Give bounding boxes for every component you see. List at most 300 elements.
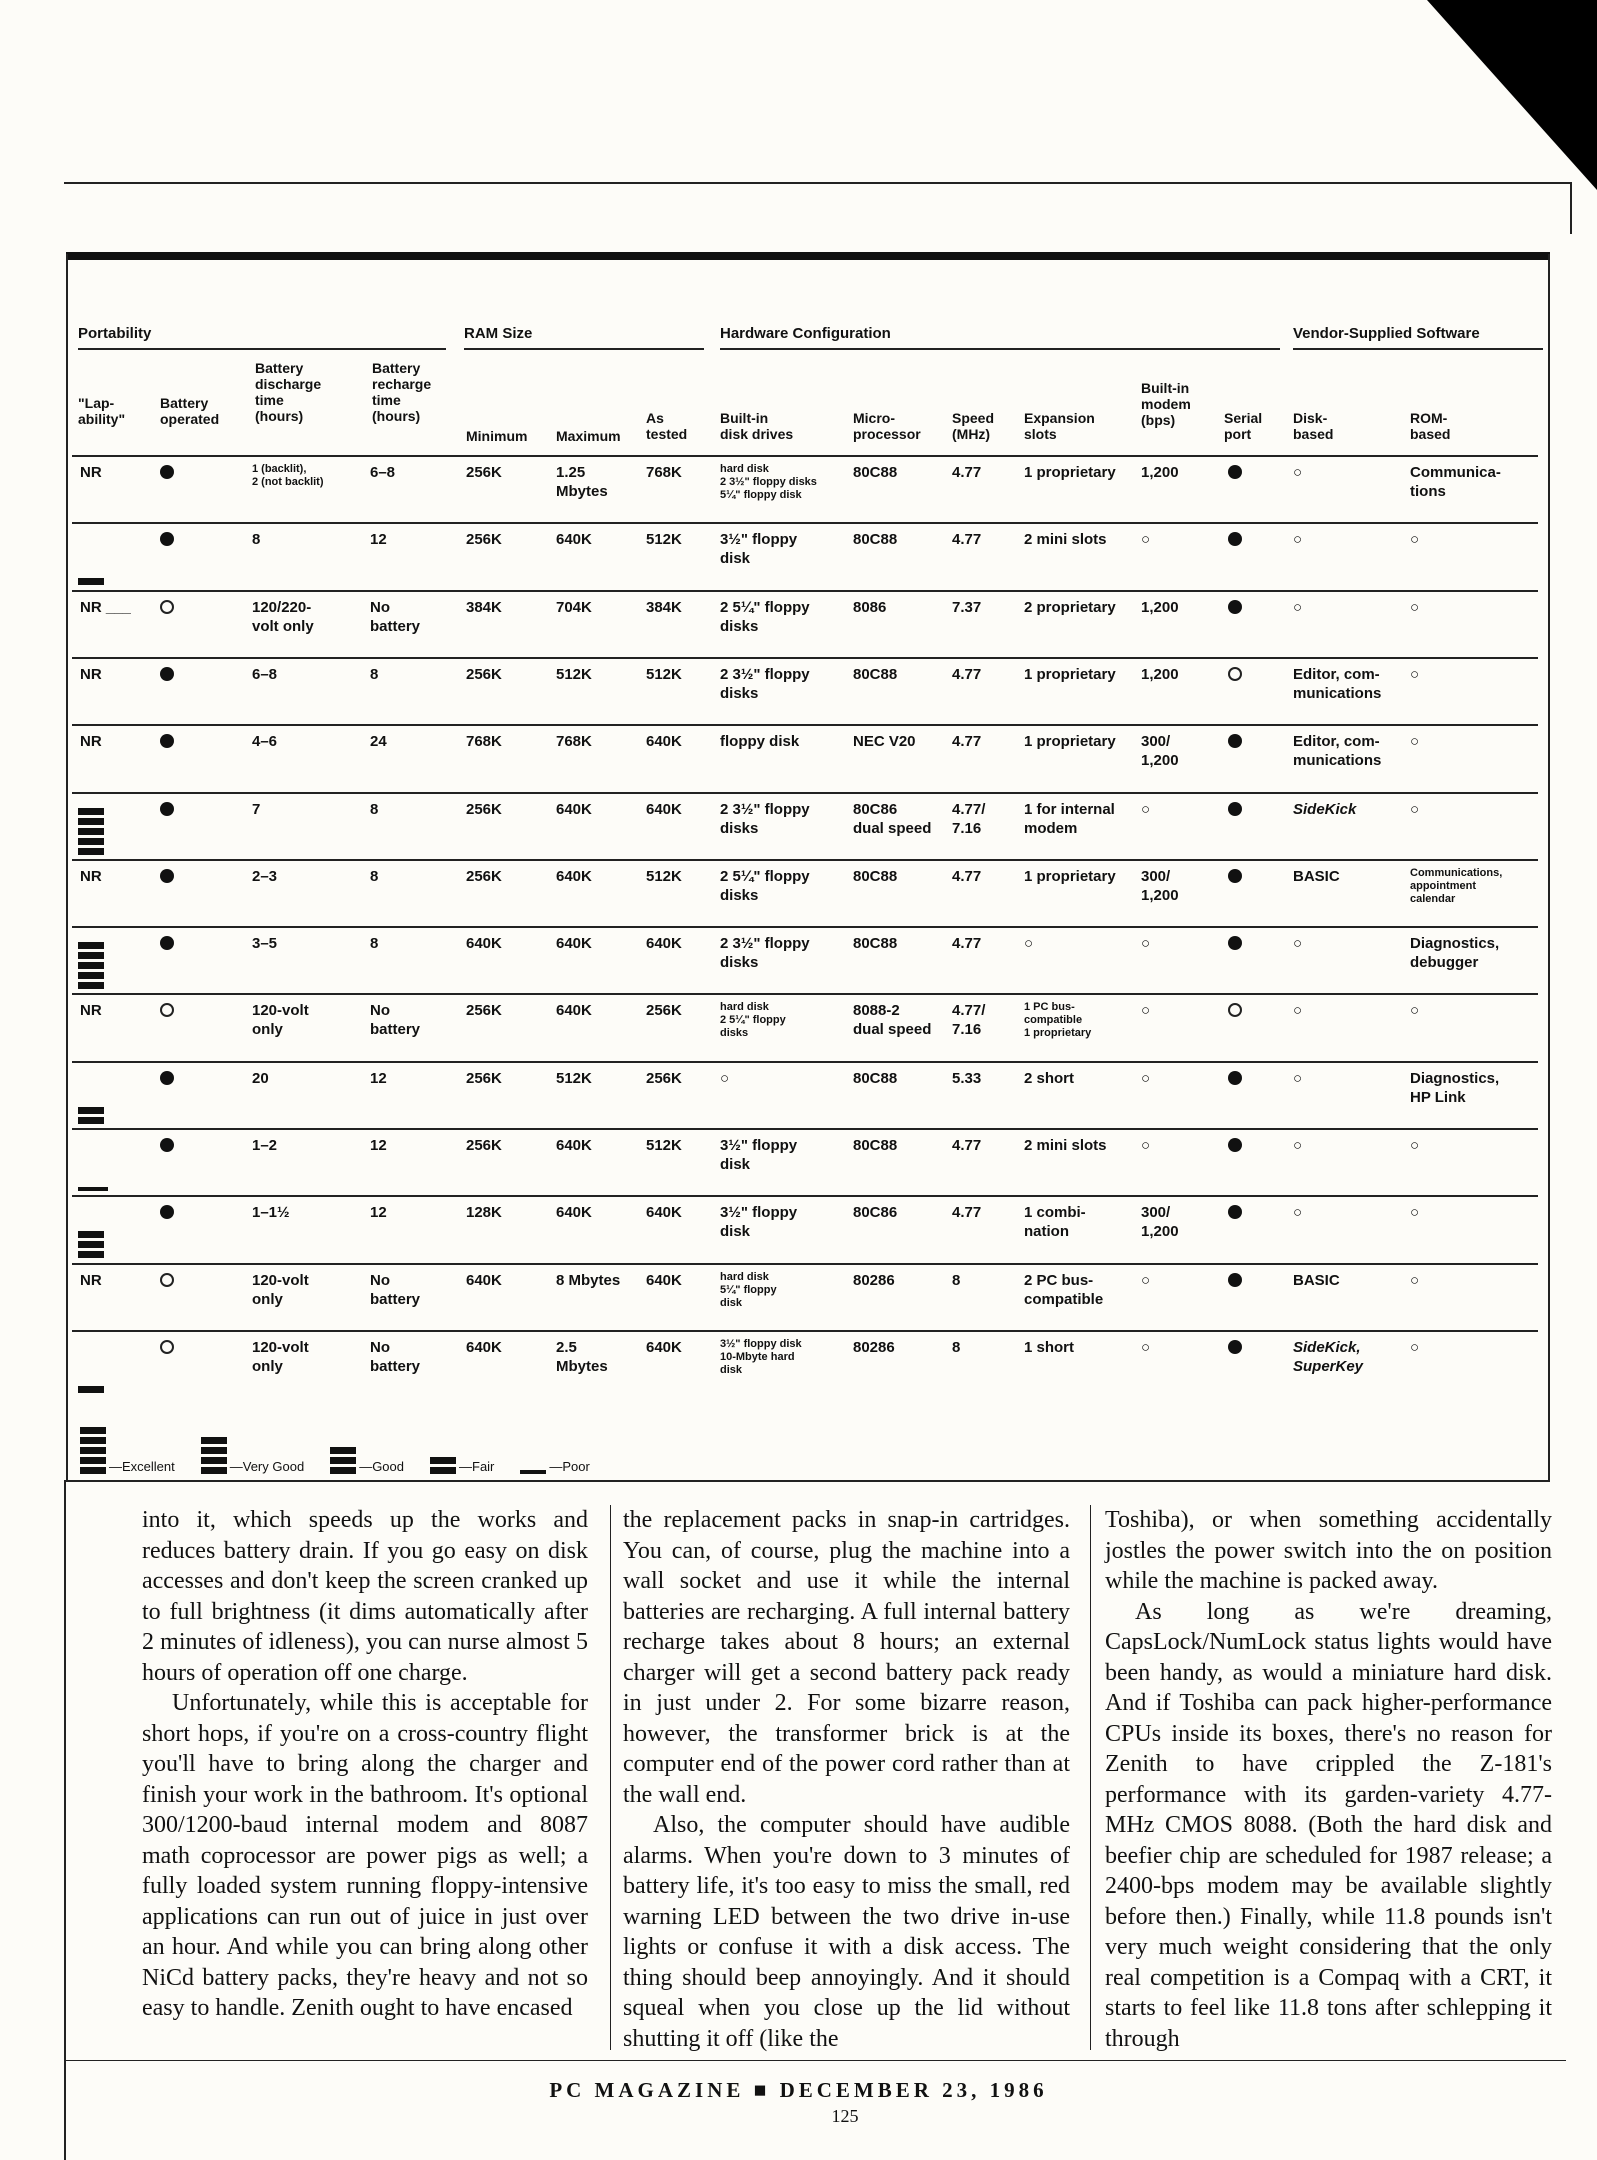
cell-lap: NR bbox=[80, 1002, 102, 1020]
cell-diskb: BASIC bbox=[1293, 1271, 1340, 1289]
cell-slots: ○ bbox=[1024, 935, 1034, 953]
cell-recharge: 6–8 bbox=[370, 464, 396, 481]
cell-speed: 4.77 bbox=[952, 665, 982, 683]
cell-cpu: 80C88 bbox=[853, 464, 898, 481]
cell-tested: 640K bbox=[646, 800, 682, 818]
row-rule bbox=[72, 724, 1538, 726]
hollow-dot-icon bbox=[160, 1273, 174, 1287]
hollow-dot-icon bbox=[160, 600, 174, 614]
filled-dot-icon bbox=[160, 1205, 174, 1219]
cell-serial bbox=[1228, 1003, 1242, 1022]
header-disk-drives: Built-in disk drives bbox=[720, 410, 794, 442]
cell-rom: ○ bbox=[1410, 1002, 1420, 1020]
cell-serial bbox=[1228, 1138, 1242, 1157]
filled-dot-icon bbox=[160, 532, 174, 546]
cell-diskb: Editor, com- munications bbox=[1293, 733, 1382, 770]
filled-dot-icon bbox=[1228, 532, 1242, 546]
cell-max: 512K bbox=[556, 1069, 592, 1087]
cell-speed: 4.77 bbox=[952, 935, 982, 953]
cell-discharge: 1–1½ bbox=[252, 1204, 290, 1222]
cell-tested: 512K bbox=[646, 531, 682, 549]
cell-cpu: 80286 bbox=[853, 1271, 895, 1289]
cell-disk: 2 3½" floppy disks bbox=[720, 665, 810, 702]
cell-modem: 1,200 bbox=[1141, 464, 1179, 481]
cell-disk: 3½" floppy disk bbox=[720, 1137, 798, 1173]
cell-rom: ○ bbox=[1410, 531, 1420, 549]
legend-fair-label: —Fair bbox=[459, 1459, 495, 1474]
section-portability: Portability bbox=[78, 325, 152, 342]
cell-modem: ○ bbox=[1141, 1069, 1151, 1087]
cell-serial bbox=[1228, 1340, 1242, 1359]
paragraph: Toshiba), or when something accidentally jostles the power switch into the on position while the machine is packed away. bbox=[1105, 1507, 1552, 1594]
cell-modem: 300/ 1,200 bbox=[1141, 733, 1179, 770]
lapability-rating-icon bbox=[78, 808, 104, 855]
row-rule bbox=[72, 455, 1538, 457]
row-rule bbox=[72, 1061, 1538, 1063]
cell-recharge: 8 bbox=[370, 665, 379, 683]
cell-diskb: ○ bbox=[1293, 598, 1303, 616]
cell-max: 640K bbox=[556, 531, 592, 549]
cell-tested: 512K bbox=[646, 1137, 682, 1154]
cell-recharge: No battery bbox=[370, 1271, 421, 1308]
cell-modem: ○ bbox=[1141, 935, 1151, 953]
cell-recharge: 12 bbox=[370, 531, 387, 549]
row-rule bbox=[72, 590, 1538, 592]
legend-good bbox=[330, 1447, 404, 1474]
cell-rom: Communica- tions bbox=[1410, 464, 1501, 500]
cell-cpu: 80C88 bbox=[853, 531, 898, 549]
filled-dot-icon bbox=[1228, 1138, 1242, 1152]
hollow-dot-icon bbox=[1228, 667, 1242, 681]
table-row bbox=[72, 1330, 1538, 1397]
table-row bbox=[72, 1263, 1538, 1330]
article-column-3 bbox=[1105, 1505, 1552, 2054]
cell-disk: floppy disk bbox=[720, 733, 800, 751]
cell-min: 256K bbox=[466, 665, 502, 683]
cell-batt bbox=[160, 869, 174, 888]
cell-serial bbox=[1228, 532, 1242, 551]
cell-slots: 1 short bbox=[1024, 1338, 1075, 1356]
cell-lap: NR bbox=[80, 867, 102, 885]
cell-diskb: ○ bbox=[1293, 1002, 1303, 1020]
cell-diskb: ○ bbox=[1293, 464, 1303, 481]
hollow-dot-icon bbox=[160, 1003, 174, 1017]
cell-serial bbox=[1228, 1071, 1242, 1090]
cell-max: 2.5 Mbytes bbox=[556, 1338, 608, 1375]
cell-disk: 3½" floppy disk bbox=[720, 531, 798, 568]
cell-speed: 7.37 bbox=[952, 598, 982, 616]
filled-dot-icon bbox=[160, 802, 174, 816]
cell-cpu: 8088-2 dual speed bbox=[853, 1002, 932, 1039]
cell-lap: NR ___ bbox=[80, 598, 131, 616]
cell-diskb: Editor, com- munications bbox=[1293, 665, 1382, 702]
cell-slots: 1 proprietary bbox=[1024, 464, 1116, 481]
header-minimum: Minimum bbox=[466, 428, 528, 444]
cell-min: 128K bbox=[466, 1204, 502, 1222]
cell-rom: ○ bbox=[1410, 1271, 1420, 1289]
row-rule bbox=[72, 1330, 1538, 1332]
cell-discharge: 120-volt only bbox=[252, 1271, 309, 1308]
cell-serial bbox=[1228, 734, 1242, 753]
cell-rom: ○ bbox=[1410, 733, 1420, 751]
cell-modem: ○ bbox=[1141, 531, 1151, 549]
cell-disk: hard disk 5¼" floppy disk bbox=[720, 1270, 777, 1309]
cell-cpu: 8086 bbox=[853, 598, 887, 616]
table-row bbox=[72, 859, 1538, 926]
cell-speed: 4.77 bbox=[952, 1137, 982, 1154]
cell-max: 1.25 Mbytes bbox=[556, 464, 608, 500]
cell-rom: ○ bbox=[1410, 1338, 1420, 1356]
cell-disk: 3½" floppy disk 10-Mbyte hard disk bbox=[720, 1337, 802, 1376]
filled-dot-icon bbox=[160, 667, 174, 681]
row-rule bbox=[72, 657, 1538, 659]
legend-very-good-label: —Very Good bbox=[229, 1459, 305, 1474]
cell-disk: hard disk 2 3½" floppy disks 5¼" floppy disk bbox=[720, 463, 817, 501]
legend-fair bbox=[430, 1457, 494, 1474]
row-rule bbox=[72, 993, 1538, 995]
filled-dot-icon bbox=[1228, 869, 1242, 883]
cell-cpu: NEC V20 bbox=[853, 733, 916, 751]
hollow-dot-icon bbox=[160, 1340, 174, 1354]
cell-cpu: 80C88 bbox=[853, 1069, 898, 1087]
header-rom-based: ROM- based bbox=[1410, 410, 1451, 442]
cell-lap: NR bbox=[80, 733, 102, 751]
cell-rom: ○ bbox=[1410, 598, 1420, 616]
cell-disk: hard disk 2 5¼" floppy disks bbox=[720, 1001, 786, 1040]
cell-tested: 640K bbox=[646, 1338, 682, 1356]
cell-slots: 2 mini slots bbox=[1024, 1137, 1107, 1154]
header-disk-based: Disk- based bbox=[1293, 410, 1334, 442]
cell-modem: ○ bbox=[1141, 800, 1151, 818]
row-rule bbox=[72, 859, 1538, 861]
filled-dot-icon bbox=[1228, 1340, 1242, 1354]
legend-good-label: —Good bbox=[359, 1459, 404, 1474]
header-speed: Speed (MHz) bbox=[952, 410, 995, 442]
table-row bbox=[72, 724, 1538, 791]
cell-slots: 1 proprietary bbox=[1024, 665, 1116, 683]
cell-batt bbox=[160, 1273, 174, 1292]
lapability-rating-icon bbox=[78, 578, 104, 585]
lapability-rating-icon bbox=[78, 1386, 104, 1393]
cell-diskb: ○ bbox=[1293, 1137, 1303, 1154]
table-row bbox=[72, 1195, 1538, 1262]
filled-dot-icon bbox=[160, 869, 174, 883]
cell-disk: 2 3½" floppy disks bbox=[720, 800, 810, 837]
cell-max: 640K bbox=[556, 1137, 592, 1154]
header-as-tested: As tested bbox=[646, 410, 688, 442]
cell-speed: 4.77 bbox=[952, 867, 982, 885]
row-rule bbox=[72, 926, 1538, 928]
cell-tested: 768K bbox=[646, 464, 682, 481]
cell-disk: 3½" floppy disk bbox=[720, 1204, 798, 1241]
page-number: 125 bbox=[831, 2106, 859, 2126]
cell-batt bbox=[160, 734, 174, 753]
cell-discharge: 1–2 bbox=[252, 1137, 278, 1154]
right-edge-rule bbox=[1570, 182, 1572, 234]
cell-slots: 2 mini slots bbox=[1024, 531, 1107, 549]
cell-discharge: 3–5 bbox=[252, 935, 278, 953]
paragraph: the replacement packs in snap-in cartridges. You can, of course, plug the machine into a wall socket and use it while the internal batteries are recharging. A full internal battery recharge takes about 8 hours; an external charger will get a second battery pack ready in just under 2. For some bizarre reason, however, the transformer brick is at the computer end of the power cord rather than at the wall end. bbox=[623, 1507, 1070, 1808]
cell-diskb: ○ bbox=[1293, 1204, 1303, 1222]
cell-discharge: 7 bbox=[252, 800, 261, 818]
cell-recharge: No battery bbox=[370, 1002, 421, 1039]
cell-recharge: 12 bbox=[370, 1137, 387, 1154]
cell-serial bbox=[1228, 1205, 1242, 1224]
filled-dot-icon bbox=[1228, 600, 1242, 614]
cell-discharge: 120-volt only bbox=[252, 1002, 309, 1039]
cell-batt bbox=[160, 1071, 174, 1090]
cell-rom: Diagnostics, debugger bbox=[1410, 935, 1500, 972]
cell-max: 704K bbox=[556, 598, 592, 616]
header-lapability: "Lap- ability" bbox=[78, 395, 126, 427]
cell-slots: 1 combi- nation bbox=[1024, 1204, 1086, 1241]
cell-recharge: No battery bbox=[370, 598, 421, 635]
filled-dot-icon bbox=[1228, 1273, 1242, 1287]
filled-dot-icon bbox=[1228, 936, 1242, 950]
cell-speed: 5.33 bbox=[952, 1069, 982, 1087]
section-ram-size: RAM Size bbox=[464, 325, 533, 342]
table-row bbox=[72, 1061, 1538, 1128]
cell-diskb: SideKick, SuperKey bbox=[1293, 1338, 1364, 1375]
cell-discharge: 4–6 bbox=[252, 733, 278, 751]
cell-discharge: 1 (backlit), 2 (not backlit) bbox=[252, 463, 324, 488]
paragraph: Also, the computer should have audible alarms. When you're down to 3 minutes of battery life, it's too easy to miss the small, red warning LED between the two drive in-use lights or confuse it with a disk access. The thing should beep annoyingly. And it should squeal when you close up the lid without shutting it off (like the bbox=[623, 1812, 1070, 2052]
cell-disk: 2 3½" floppy disks bbox=[720, 935, 810, 972]
cell-cpu: 80C88 bbox=[853, 1137, 898, 1154]
cell-cpu: 80C86 bbox=[853, 1204, 898, 1222]
filled-dot-icon bbox=[160, 734, 174, 748]
section-software: Vendor-Supplied Software bbox=[1293, 325, 1480, 342]
cell-recharge: 8 bbox=[370, 935, 379, 953]
filled-dot-icon bbox=[1228, 465, 1242, 479]
cell-discharge: 20 bbox=[252, 1069, 269, 1087]
cell-serial bbox=[1228, 869, 1242, 888]
section-hardware: Hardware Configuration bbox=[720, 325, 891, 342]
cell-max: 640K bbox=[556, 1204, 592, 1222]
cell-diskb: ○ bbox=[1293, 531, 1303, 549]
cell-tested: 640K bbox=[646, 1204, 682, 1222]
rating-legend bbox=[80, 1418, 590, 1474]
cell-modem: 1,200 bbox=[1141, 665, 1179, 683]
cell-cpu: 80C86 dual speed bbox=[853, 800, 932, 837]
row-rule bbox=[72, 522, 1538, 524]
cell-max: 768K bbox=[556, 733, 592, 751]
cell-tested: 640K bbox=[646, 733, 682, 751]
table-row bbox=[72, 926, 1538, 993]
header-discharge: Battery discharge time (hours) bbox=[255, 360, 322, 424]
header-microprocessor: Micro- processor bbox=[853, 410, 921, 442]
cell-tested: 512K bbox=[646, 867, 682, 885]
cell-tested: 384K bbox=[646, 598, 682, 616]
cell-batt bbox=[160, 667, 174, 686]
cell-speed: 4.77 bbox=[952, 531, 982, 549]
filled-dot-icon bbox=[1228, 734, 1242, 748]
cell-modem: ○ bbox=[1141, 1002, 1151, 1020]
cell-batt bbox=[160, 1340, 174, 1359]
cell-rom: Diagnostics, HP Link bbox=[1410, 1069, 1500, 1106]
cell-lap: NR bbox=[80, 665, 102, 683]
lapability-rating-icon bbox=[78, 1187, 108, 1191]
header-expansion-slots: Expansion slots bbox=[1024, 410, 1095, 442]
cell-min: 640K bbox=[466, 1338, 502, 1356]
header-serial-port: Serial port bbox=[1224, 410, 1263, 442]
cell-recharge: 8 bbox=[370, 800, 379, 818]
cell-batt bbox=[160, 1003, 174, 1022]
paragraph: As long as we're dreaming, CapsLock/NumLock status lights would have been handy, as would a miniature hard disk. And if Toshiba can pack higher-performance CPUs inside its boxes, there's no reason for Zenith to have crippled the Z-181's performance with its garden-variety 4.77-MHz CMOS 8088. (Both the hard disk and beefier chip are scheduled for 1987 release; a 2400-bps modem may be available slightly before then.) Finally, while 11.8 pounds isn't very much weight considering that the only real competition is a Compaq with a CRT, it starts to feel like 11.8 tons after schlepping it through bbox=[1105, 1598, 1552, 2052]
cell-serial bbox=[1228, 936, 1242, 955]
cell-slots: 2 PC bus- compatible bbox=[1024, 1271, 1104, 1308]
section-rule bbox=[720, 348, 1280, 350]
cell-max: 512K bbox=[556, 665, 592, 683]
cell-recharge: 24 bbox=[370, 733, 387, 751]
cell-min: 640K bbox=[466, 935, 502, 953]
cell-max: 8 Mbytes bbox=[556, 1271, 621, 1289]
cell-recharge: 8 bbox=[370, 867, 379, 885]
hollow-dot-icon bbox=[1228, 1003, 1242, 1017]
cell-modem: ○ bbox=[1141, 1137, 1151, 1154]
cell-speed: 4.77/ 7.16 bbox=[952, 1002, 986, 1039]
cell-min: 256K bbox=[466, 867, 502, 885]
cell-modem: ○ bbox=[1141, 1271, 1151, 1289]
cell-min: 768K bbox=[466, 733, 502, 751]
row-rule bbox=[72, 1128, 1538, 1130]
cell-recharge: 12 bbox=[370, 1204, 387, 1222]
cell-serial bbox=[1228, 667, 1242, 686]
filled-dot-icon bbox=[1228, 1071, 1242, 1085]
cell-max: 640K bbox=[556, 935, 592, 953]
cell-modem: 1,200 bbox=[1141, 598, 1179, 616]
cell-diskb: ○ bbox=[1293, 935, 1303, 953]
legend-poor-label: —Poor bbox=[549, 1459, 590, 1474]
column-rule bbox=[610, 1505, 611, 2050]
header-battery-operated: Battery operated bbox=[160, 395, 220, 427]
cell-max: 640K bbox=[556, 1002, 592, 1020]
section-rule bbox=[1293, 348, 1543, 350]
cell-tested: 256K bbox=[646, 1002, 682, 1020]
cell-cpu: 80C88 bbox=[853, 935, 898, 953]
table-row bbox=[72, 455, 1538, 522]
cell-cpu: 80C88 bbox=[853, 867, 898, 885]
top-rule bbox=[64, 182, 1572, 184]
cell-speed: 4.77 bbox=[952, 464, 982, 481]
filled-dot-icon bbox=[160, 936, 174, 950]
cell-rom: Communications, appointment calendar bbox=[1410, 866, 1503, 905]
cell-batt bbox=[160, 600, 174, 619]
lapability-rating-icon bbox=[78, 942, 104, 989]
cell-modem: ○ bbox=[1141, 1338, 1151, 1356]
cell-max: 640K bbox=[556, 867, 592, 885]
cell-slots: 1 proprietary bbox=[1024, 867, 1116, 885]
table-row bbox=[72, 1128, 1538, 1195]
table-row bbox=[72, 792, 1538, 859]
legend-excellent-label: —Excellent bbox=[109, 1459, 175, 1474]
cell-tested: 512K bbox=[646, 665, 682, 683]
column-rule bbox=[1090, 1505, 1091, 2050]
cell-diskb: BASIC bbox=[1293, 867, 1340, 885]
table-row bbox=[72, 522, 1538, 589]
cell-min: 256K bbox=[466, 531, 502, 549]
filled-dot-icon bbox=[160, 465, 174, 479]
cell-discharge: 120-volt only bbox=[252, 1338, 309, 1375]
article-column-1 bbox=[142, 1505, 588, 2024]
cell-batt bbox=[160, 936, 174, 955]
cell-discharge: 6–8 bbox=[252, 665, 278, 683]
cell-discharge: 2–3 bbox=[252, 867, 278, 885]
cell-min: 640K bbox=[466, 1271, 502, 1289]
cell-serial bbox=[1228, 600, 1242, 619]
cell-serial bbox=[1228, 802, 1242, 821]
cell-speed: 4.77/ 7.16 bbox=[952, 800, 986, 837]
filled-dot-icon bbox=[160, 1071, 174, 1085]
cell-modem: 300/ 1,200 bbox=[1141, 1204, 1179, 1241]
cell-lap: NR bbox=[80, 1271, 102, 1289]
corner-tab bbox=[1427, 0, 1597, 190]
cell-min: 256K bbox=[466, 1069, 502, 1087]
cell-min: 384K bbox=[466, 598, 502, 616]
cell-diskb: ○ bbox=[1293, 1069, 1303, 1087]
cell-speed: 4.77 bbox=[952, 733, 982, 751]
cell-slots: 2 short bbox=[1024, 1069, 1075, 1087]
filled-dot-icon bbox=[1228, 802, 1242, 816]
lapability-rating-icon bbox=[78, 1107, 104, 1124]
cell-tested: 256K bbox=[646, 1069, 682, 1087]
cell-rom: ○ bbox=[1410, 1137, 1420, 1154]
cell-recharge: 12 bbox=[370, 1069, 387, 1087]
section-rule bbox=[464, 348, 704, 350]
table-row bbox=[72, 993, 1538, 1060]
legend-excellent bbox=[80, 1427, 175, 1474]
cell-min: 256K bbox=[466, 800, 502, 818]
footer-rule bbox=[66, 2060, 1566, 2061]
cell-tested: 640K bbox=[646, 935, 682, 953]
cell-lap: NR bbox=[80, 464, 102, 481]
left-margin-rule bbox=[64, 1480, 66, 2160]
cell-slots: 1 for internal modem bbox=[1024, 800, 1115, 837]
cell-serial bbox=[1228, 1273, 1242, 1292]
table-row bbox=[72, 590, 1538, 657]
row-rule bbox=[72, 1195, 1538, 1197]
cell-rom: ○ bbox=[1410, 1204, 1420, 1222]
row-rule bbox=[72, 1263, 1538, 1265]
lapability-rating-icon bbox=[78, 1231, 104, 1258]
legend-poor bbox=[520, 1459, 589, 1474]
cell-batt bbox=[160, 532, 174, 551]
cell-slots: 1 proprietary bbox=[1024, 733, 1116, 751]
section-rule bbox=[78, 348, 446, 350]
cell-min: 256K bbox=[466, 1137, 502, 1154]
header-maximum: Maximum bbox=[556, 428, 621, 444]
cell-discharge: 8 bbox=[252, 531, 261, 549]
cell-batt bbox=[160, 465, 174, 484]
cell-diskb: SideKick bbox=[1293, 800, 1357, 818]
cell-discharge: 120/220- volt only bbox=[252, 598, 314, 635]
filled-dot-icon bbox=[1228, 1205, 1242, 1219]
cell-speed: 4.77 bbox=[952, 1204, 982, 1222]
magazine-footer: PC MAGAZINE ■ DECEMBER 23, 1986 bbox=[549, 2078, 1048, 2102]
cell-serial bbox=[1228, 465, 1242, 484]
filled-dot-icon bbox=[160, 1138, 174, 1152]
cell-min: 256K bbox=[466, 1002, 502, 1020]
cell-slots: 2 proprietary bbox=[1024, 598, 1116, 616]
header-recharge: Battery recharge time (hours) bbox=[372, 360, 432, 424]
cell-rom: ○ bbox=[1410, 800, 1420, 818]
paragraph: into it, which speeds up the works and reduces battery drain. If you go easy on disk accesses and don't keep the screen cranked up to full brightness (it dims automatically after 2 minutes of idleness), you can nurse almost 5 hours of operation off one charge. bbox=[142, 1507, 588, 1686]
cell-disk: 2 5¼" floppy disks bbox=[720, 598, 810, 635]
cell-batt bbox=[160, 1138, 174, 1157]
cell-recharge: No battery bbox=[370, 1338, 421, 1375]
article-column-2 bbox=[623, 1505, 1070, 2054]
cell-rom: ○ bbox=[1410, 665, 1420, 683]
